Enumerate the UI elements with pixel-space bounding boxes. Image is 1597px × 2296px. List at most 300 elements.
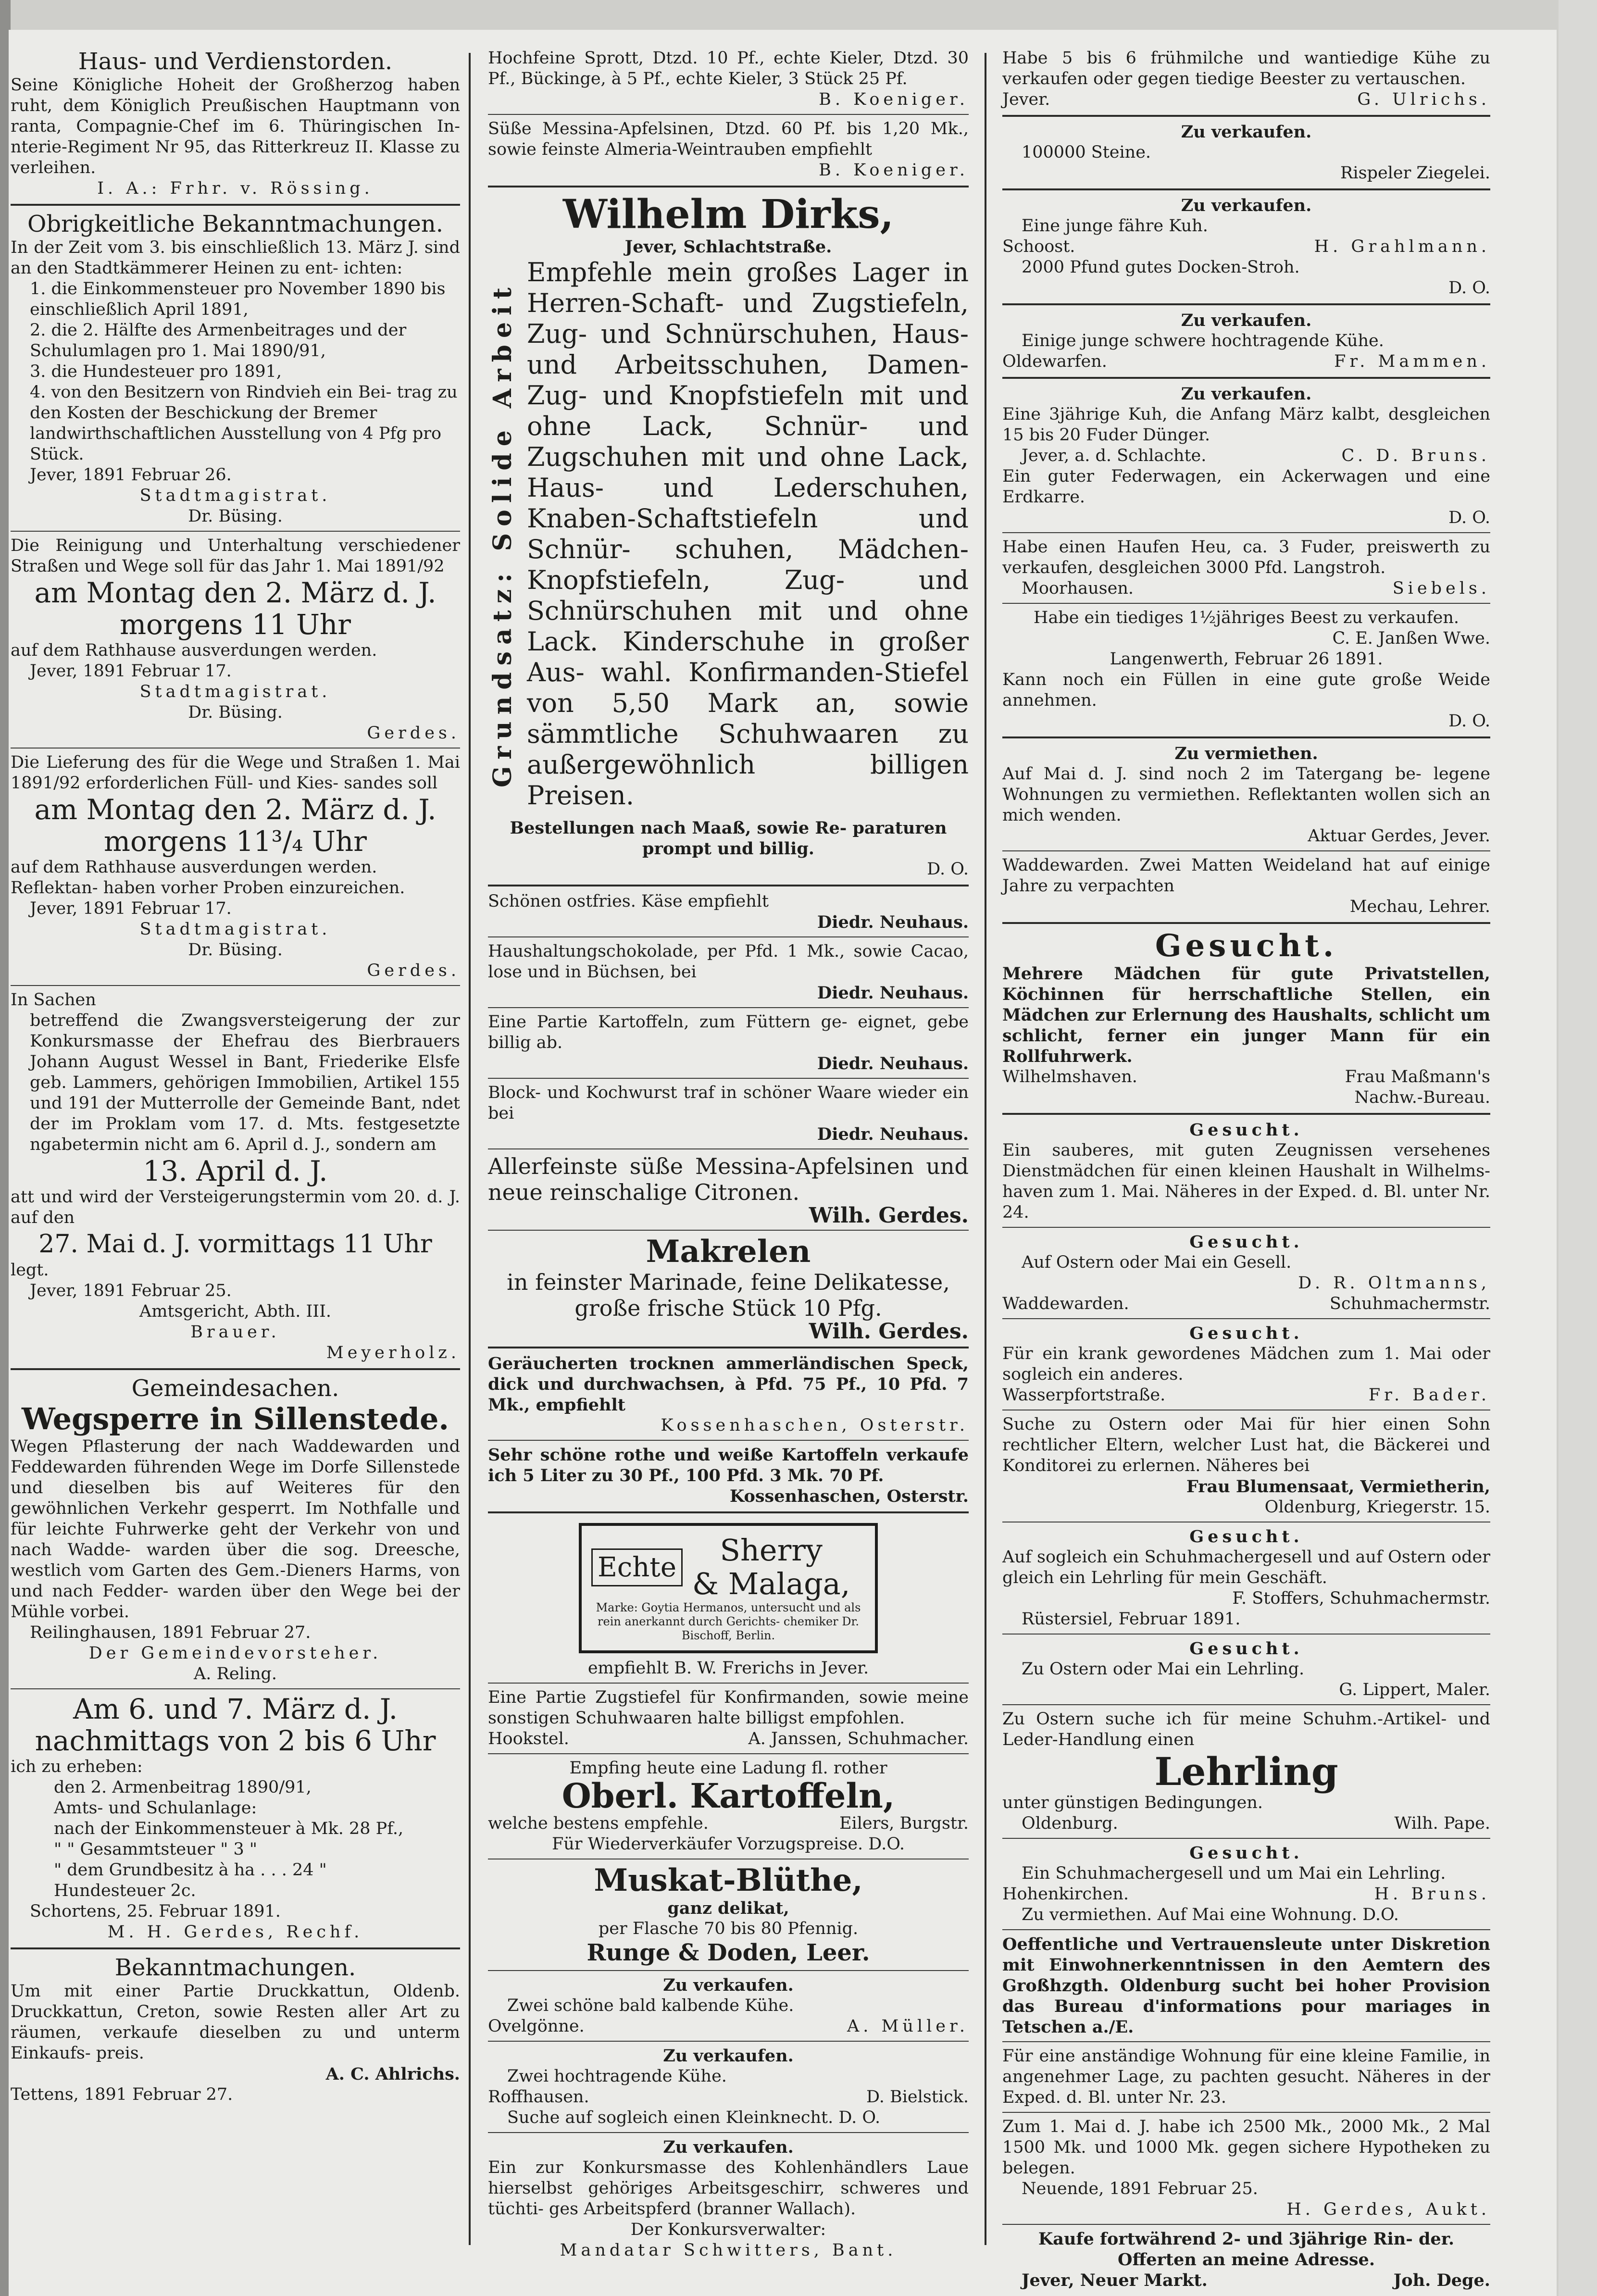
ad-head: Zu verkaufen. [1181, 311, 1312, 330]
ad-text: Eine junge fähre Kuh. [1022, 216, 1208, 236]
divider [488, 885, 969, 886]
notice-text: auf dem Rathhause ausverdungen werden. Reflektan- haben vorher Proben einzureichen. [11, 858, 405, 898]
notice-gemeinde [11, 1375, 460, 1685]
list-item: " dem Grundbesitz à ha . . . 24 " [54, 1860, 327, 1880]
divider [1002, 377, 1490, 379]
ad-text: Süße Messina-Apfelsinen, Dtzd. 60 Pf. bis 1,20 Mk., sowie feinste Almeria-Weintrauben empfiehlt [488, 119, 969, 159]
ad-signature: G. Lippert, Maler. [1339, 1680, 1490, 1699]
ad-product-line: Sherry [720, 1533, 823, 1568]
notice-date-big: am Montag den 2. März d. J. [34, 793, 437, 826]
ad-text: in feinster Marinade, feine Delikatesse, große frische Stück 10 Pfg. [507, 1269, 950, 1321]
column-right [1002, 48, 1490, 2290]
divider [1002, 115, 1490, 117]
ad-place: Jever, a. d. Schlachte. [1022, 446, 1207, 465]
notice-text: betreffend die Zwangsversteigerung der zur Konkursmasse der Ehefrau des Bierbrauers Johann August Wessel in Bant, Friederike Elsfe geb. Lammers, gehörigen Immobilien, Artikel 155 und 191 der Mutterrolle der Gemeinde Bant, ndet der im Proklam vom 17. d. Mts. festgesetzte ngabetermin nicht am 6. April d. J., sondern am [30, 1011, 460, 1154]
ad-text: Für eine anständige Wohnung für eine kleine Familie, in angenehmer Lage, zu pachten gesucht. Näheres in der Exped. d. Bl. unter Nr. 23. [1002, 2046, 1490, 2107]
ad-gesucht-lippert [1002, 1638, 1490, 1700]
notice-signature: Gerdes. [367, 724, 460, 743]
ad-text: Ein Schuhmachergesell und um Mai ein Lehrling. [1022, 1864, 1446, 1883]
ad-footer-row [1002, 351, 1490, 372]
notice-date-big: Am 6. und 7. März d. J. [73, 1693, 398, 1725]
ad-signature: C. D. Bruns. [1341, 446, 1490, 465]
ad-pape-lehrling [1002, 1709, 1490, 1834]
section-title: Bekanntmachungen. [114, 1954, 356, 1981]
ad-text: Zu Ostern oder Mai ein Lehrling. [1022, 1660, 1305, 1679]
ad-head: Gesucht. [1189, 1323, 1303, 1343]
ad-signature: B. Koeniger. [819, 161, 969, 180]
ad-place: Waddewarden. [1002, 1294, 1129, 1313]
ad-signature: B. Koeniger. [819, 90, 969, 109]
ad-footer-row [488, 2016, 969, 2037]
ad-signature: H. Grahlmann. [1314, 237, 1490, 256]
divider [1002, 532, 1490, 533]
ad-footer: Für Wiederverkäufer Vorzugspreise. D.O. [551, 1834, 905, 1854]
ad-footer-row [488, 2087, 969, 2108]
divider [488, 1230, 969, 1231]
notice-title: Haus- und Verdienstorden. [78, 48, 393, 75]
ad-signature: Mandatar Schwitters, Bant. [560, 2241, 897, 2260]
ad-text: Zum 1. Mai d. J. habe ich 2500 Mk., 2000 Mk., 2 Mal 1500 Mk. und 1000 Mk. gegen sichere Hypotheken zu belegen. [1002, 2117, 1490, 2178]
ad-ziegelei [1002, 122, 1490, 184]
ad-footer-row [1002, 1813, 1490, 1834]
ad-signature: D. O. [1448, 508, 1490, 527]
notice-text: Seine Königliche Hoheit der Großherzog haben ruht, dem Königlich Preußischen Hauptmann von ranta, Compagnie-Chef im 6. Thüringischen In- nterie-Regiment Nr 95, das Ritterkreuz II. Klasse zu verleihen. [11, 75, 460, 177]
notice-time-big: morgens 11 Uhr [120, 608, 351, 641]
ad-place: Ovelgönne. [488, 2017, 585, 2036]
divider [488, 1970, 969, 1971]
notice-name: A. Reling. [193, 1664, 277, 1684]
notice-hausorden [11, 48, 460, 199]
ad-text: Zwei hochtragende Kühe. [507, 2067, 727, 2086]
ad-signature: D. R. Oltmanns, [1298, 1273, 1490, 1293]
notice-text: att und wird der Versteigerungstermin vom 20. d. J. auf den [11, 1187, 460, 1227]
ad-headline: Makrelen [646, 1234, 811, 1270]
ad-makrelen [488, 1235, 969, 1342]
divider [1002, 2112, 1490, 2113]
list-item: nach der Einkommensteuer à Mk. 28 Pf., [54, 1819, 404, 1838]
ad-vermiethen-gerdes [1002, 743, 1490, 847]
ad-signature: C. E. Janßen Wwe. [1332, 629, 1490, 648]
notice-date: Jever, 1891 Februar 17. [30, 899, 232, 918]
notice-time-big: morgens 11³/₄ Uhr [104, 825, 367, 858]
divider [488, 1347, 969, 1348]
ad-head: Gesucht. [1189, 1843, 1303, 1863]
divider [1002, 1318, 1490, 1319]
ad-footer-row [1002, 1884, 1490, 1905]
notice-org: Stadtmagistrat. [139, 920, 331, 939]
ad-signature: H. Bruns. [1374, 1884, 1490, 1904]
ad-subtitle: Jever, Schlachtstraße. [624, 237, 832, 257]
ad-signature: Eilers, Burgstr. [839, 1814, 969, 1833]
ad-footer-row [1002, 1385, 1490, 1406]
ad-janszen [1002, 608, 1490, 732]
ad-signature: D. O. [1448, 278, 1490, 298]
ad-headline: Lehrling [1154, 1749, 1338, 1794]
notice-name: Dr. Büsing. [188, 940, 283, 960]
ad-place: Oldewarfen. [1002, 352, 1107, 371]
divider [488, 936, 969, 937]
ad-place: Wilhelmshaven. [1002, 1067, 1137, 1086]
ad-muskat [488, 1863, 969, 1966]
ad-place: Roffhausen. [488, 2087, 589, 2107]
notice-name: Dr. Büsing. [188, 703, 283, 722]
ad-body [488, 257, 969, 811]
notice-date: Jever, 1891 Februar 17. [30, 661, 232, 681]
ad-head: Gesucht. [1189, 1639, 1303, 1659]
list-item: 1. die Einkommensteuer pro November 1890 bis einschließlich April 1891, [30, 279, 446, 319]
ad-signature: Frau Maßmann's [1345, 1067, 1490, 1086]
ad-text: Ein sauberes, mit guten Zeugnissen versehenes Dienstmädchen für einen kleinen Haushalt in Wilhelms- haven zum 1. Mai. Näheres in der Exped. d. Bl. unter Nr. 24. [1002, 1141, 1490, 1222]
ad-dege [1002, 2229, 1490, 2291]
notice-signature: Gerdes. [367, 961, 460, 980]
ad-place: Jever. [1002, 90, 1050, 109]
notice-text: legt. [11, 1260, 49, 1280]
list-item: Amts- und Schulanlage: [54, 1798, 257, 1818]
list-item: Hundesteuer 2c. [54, 1881, 196, 1900]
ad-mechau [1002, 855, 1490, 917]
ad-signature: Kossenhaschen, Osterstr. [729, 1486, 969, 1506]
ad-signature: Wilh. Gerdes. [809, 1203, 969, 1228]
ad-footer-row [1002, 237, 1490, 257]
ad-signature: Fr. Bader. [1368, 1385, 1490, 1405]
ad-text: Auf sogleich ein Schuhmachergesell und auf Ostern oder gleich ein Lehrling für mein Geschäft. [1002, 1547, 1490, 1587]
ad-side-motto: Grundsatz: Solide Arbeit [488, 281, 517, 787]
ad-verkaufen-bielstick [488, 2046, 969, 2128]
ad-text: Eine 3jährige Kuh, die Anfang März kalbt, desgleichen 15 bis 20 Fuder Dünger. [1002, 405, 1490, 445]
ad-neuhaus-wurst [488, 1083, 969, 1145]
ad-headline: Oberl. Kartoffeln, [561, 1776, 895, 1816]
notice-date: Reilinghausen, 1891 Februar 27. [30, 1623, 311, 1642]
ad-signature: Wilh. Pape. [1394, 1814, 1490, 1833]
notice-org: Der Gemeindevorsteher. [88, 1644, 382, 1663]
ad-signature: D. Bielstick. [866, 2087, 969, 2107]
ad-text: Einige junge schwere hochtragende Kühe. [1022, 331, 1384, 350]
ad-janssen [488, 1687, 969, 1749]
ad-head: Gesucht. [1189, 1527, 1303, 1547]
ad-place: Jever, Neuer Markt. [1022, 2271, 1208, 2290]
ad-signature: Diedr. Neuhaus. [817, 1124, 969, 1144]
ad-text: Habe 5 bis 6 frühmilche und wantiedige Kühe zu verkaufen oder gegen tiedige Beester zu vertauschen. [1002, 49, 1490, 88]
ad-headline: Muskat-Blüthe, [594, 1862, 863, 1898]
ad-label-echte: Echte [591, 1548, 683, 1586]
notice-obrigkeitlich [11, 211, 460, 527]
notice-signature: I. A.: Frhr. v. Rössing. [97, 179, 374, 198]
ad-neuhaus-schokolade [488, 941, 969, 1003]
notice-head: In Sachen [11, 990, 96, 1010]
ad-signature: D. O. [1448, 711, 1490, 731]
ad-subtitle: ganz delikat, [667, 1898, 789, 1918]
ad-text: welche bestens empfehle. [488, 1814, 709, 1833]
ad-signature: Wilh. Gerdes. [809, 1319, 969, 1344]
list-item: 4. von den Besitzern von Rindvieh ein Bei- trag zu den Kosten der Beschickung der Bremer landwirthschaftlichen Ausstellung von 4 Pfg pro Stück. [30, 383, 458, 464]
ad-signature: Aktuar Gerdes, Jever. [1308, 826, 1490, 846]
ad-place: Oldenburg. [1022, 1814, 1118, 1833]
divider [11, 748, 460, 749]
divider [1002, 1704, 1490, 1705]
ad-header-row [591, 1534, 865, 1601]
ad-gesucht-dienstmaedchen [1002, 1120, 1490, 1223]
notice-text: Wegen Pflasterung der nach Waddewarden und Feddewarden führenden Wege im Dorfe Sillenstede und dieselben bis auf Weiteres für den gewöhnlichen Verkehr gesperrt. Im Nothfalle und für leichte Fuhrwerke geht der Verkehr von und nach Wadde- warden über die sog. Dreesche, westlich vom Garten des Gem.-Dieners Harms, von und nach Fedder- warden über den Wege bei der Mühle vorbei. [11, 1437, 460, 1622]
ad-footer-row [1002, 578, 1490, 599]
ad-small-print: Marke: Goytia Hermanos, untersucht und als rein anerkannt durch Gerichts- chemiker Dr. Bischoff, Berlin. [596, 1601, 861, 1642]
ad-neuhaus-kartoffeln [488, 1012, 969, 1074]
ad-text: Eine Partie Kartoffeln, zum Füttern ge- eignet, gebe billig ab. [488, 1012, 969, 1052]
divider [488, 1683, 969, 1684]
notice-name: A. C. Ahlrichs. [325, 2064, 460, 2084]
ad-signature: F. Stoffers, Schuhmachermstr. [1232, 1589, 1490, 1608]
section-title: Gemeindesachen. [131, 1375, 339, 1402]
divider [488, 186, 969, 187]
ad-head: Zu verkaufen. [1181, 196, 1312, 215]
divider [488, 1511, 969, 1513]
divider [11, 1368, 460, 1370]
ad-text: 100000 Steine. [1022, 143, 1151, 162]
ad-signature: D. O. [927, 860, 969, 879]
notice-headline: Wegsperre in Sillenstede. [22, 1401, 449, 1436]
ad-signature: Rispeler Ziegelei. [1340, 163, 1490, 183]
ad-koeniger-sprott [488, 48, 969, 110]
divider [488, 1753, 969, 1754]
ad-text: Zu vermiethen. Auf Mai eine Wohnung. D.O. [1022, 1905, 1399, 1924]
ad-signature: Diedr. Neuhaus. [817, 983, 969, 1003]
divider [11, 204, 460, 206]
notice-date-big: am Montag den 2. März d. J. [34, 576, 437, 609]
ad-bureau-informations [1002, 1934, 1490, 2037]
ad-massmann [1002, 929, 1490, 1108]
ad-signature: G. Ulrichs. [1357, 90, 1490, 109]
ad-place: Moorhausen. [1022, 579, 1134, 598]
ad-place: Rüstersiel, Februar 1891. [1022, 1610, 1241, 1629]
ad-text: Habe ein tiediges 1½jähriges Beest zu verkaufen. [1033, 608, 1460, 627]
section-title: Obrigkeitliche Bekanntmachungen. [27, 211, 443, 237]
divider [1002, 2041, 1490, 2042]
divider [1002, 850, 1490, 851]
ad-signature: Diedr. Neuhaus. [817, 912, 969, 932]
divider [488, 2041, 969, 2042]
list-item: den 2. Armenbeitrag 1890/91, [54, 1778, 312, 1797]
ad-gesucht-oltmanns [1002, 1232, 1490, 1314]
notice-date: Schortens, 25. Februar 1891. [30, 1902, 281, 1921]
ad-date: Langenwerth, Februar 26 1891. [1110, 649, 1383, 669]
notice-date: Tettens, 1891 Februar 27. [11, 2085, 233, 2104]
ad-blumensaat [1002, 1414, 1490, 1518]
ad-gesucht-bruns [1002, 1843, 1490, 1925]
notice-org: Stadtmagistrat. [139, 682, 331, 701]
notice-signature: Meyerholz. [326, 1343, 460, 1362]
ad-text: Mehrere Mädchen für gute Privatstellen, Köchinnen für herrschaftliche Stellen, ein Mädchen zur Erlernung des Haushalts, schlicht um schlicht, ferner ein junger Mann für ein Rollfuhrwerk. [1002, 964, 1490, 1066]
ad-text: Empfehle mein großes Lager in Herren-Schaft- und Zugstiefeln, Zug- und Schnürschuhen, Haus- und Arbeitsschuhen, Damen-Zug- und Knopfstiefeln mit und ohne Lack, Schnür- und Zugschuhen mit und ohne Lack, Haus- und Lederschuhen, Knaben-Schaftstiefeln und Schnür- schuhen, Mädchen-Knopfstiefeln, Zug- und Schnürschuhen mit und ohne Lack. Kinderschuhe in großer Aus- wahl. Konfirmanden-Stiefel von 5,50 Mark an, sowie sämmtliche Schuhwaaren zu außergewöhnlich billigen Preisen. [527, 257, 969, 811]
ad-headline: Wilhelm Dirks, [562, 191, 894, 237]
divider [11, 1947, 460, 1949]
ad-signature: A. Janssen, Schuhmacher. [748, 1729, 969, 1748]
notice-schortens [11, 1693, 460, 1943]
ad-head: Zu verkaufen. [1181, 122, 1312, 142]
ad-gesucht-bader [1002, 1323, 1490, 1406]
ad-text: Ein zur Konkursmasse des Kohlenhändlers Laue hierselbst gehöriges Arbeitsgeschirr, schweres und tüchti- ges Arbeitspferd (branner Wallach). [488, 2158, 969, 2219]
ad-footer-row [1002, 1294, 1490, 1314]
divider [488, 1078, 969, 1079]
ad-org: Der Konkursverwalter: [630, 2220, 826, 2239]
ad-signature: Schuhmachermstr. [1329, 1294, 1490, 1313]
ad-signature: Mechau, Lehrer. [1349, 897, 1490, 916]
notice-org: Stadtmagistrat. [139, 486, 331, 505]
notice-text: Die Reinigung und Unterhaltung verschiedener Straßen und Wege soll für das Jahr 1. Mai 1891/92 [11, 536, 460, 576]
ad-text: Kann noch ein Füllen in eine gute große Weide annehmen. [1002, 670, 1490, 710]
divider [1002, 303, 1490, 305]
ad-text: Haushaltungschokolade, per Pfd. 1 Mk., sowie Cacao, lose und in Büchsen, bei [488, 942, 969, 982]
notice-intro: In der Zeit vom 3. bis einschließlich 13. März J. sind an den Stadtkämmerer Heinen zu ent- ichten: [11, 238, 460, 278]
divider [11, 1688, 460, 1689]
ad-text: unter günstigen Bedingungen. [1002, 1793, 1263, 1812]
ad-footer: Bestellungen nach Maaß, sowie Re- paraturen prompt und billig. [510, 818, 947, 859]
ad-hypothek [1002, 2117, 1490, 2220]
notice-text: ich zu erheben: [11, 1757, 143, 1776]
ad-signature: A. Müller. [847, 2017, 969, 2036]
ad-head: Gesucht. [1189, 1232, 1303, 1252]
ad-siebels [1002, 537, 1490, 599]
divider [1002, 1929, 1490, 1930]
ad-head: Zu verkaufen. [1181, 384, 1312, 404]
ad-footer-row [1002, 2270, 1490, 2291]
ad-place: Hohenkirchen. [1002, 1884, 1129, 1904]
ad-text: Block- und Kochwurst traf in schöner Waare wieder ein bei [488, 1083, 969, 1123]
ad-eilers [488, 1758, 969, 1855]
notice-text: Die Lieferung des für die Wege und Straßen 1. Mai 1891/92 erforderlichen Füll- und Kies- sandes soll [11, 753, 460, 793]
notice-name: Brauer. [190, 1323, 280, 1342]
notice-date: Jever, 1891 Februar 26. [30, 465, 232, 485]
divider [1002, 736, 1490, 738]
ad-text: Sehr schöne rothe und weiße Kartoffeln verkaufe ich 5 Liter zu 30 Pf., 100 Pfd. 3 Mk. 70 Pf. [488, 1445, 969, 1485]
ad-text: Zu Ostern suche ich für meine Schuhm.-Artikel- und Leder-Handlung einen [1002, 1710, 1490, 1749]
ad-text: Suche zu Ostern oder Mai für hier einen Sohn rechtlicher Eltern, welcher Lust hat, die Bäckerei und Konditorei zu erlernen. Näheres bei [1002, 1415, 1490, 1475]
column-rule-2 [985, 53, 986, 2245]
ad-verkaufen-konkurs [488, 2137, 969, 2261]
ad-footer-row [1002, 446, 1490, 466]
ad-wilhelm-dirks [488, 192, 969, 880]
notice-org: Amtsgericht, Abth. III. [139, 1302, 332, 1321]
ad-text: Auf Mai d. J. sind noch 2 im Tatergang be- legene Wohnungen zu vermiethen. Reflektanten wollen sich an mich wenden. [1002, 764, 1490, 825]
ad-text: Zwei schöne bald kalbende Kühe. [507, 1996, 794, 2015]
ad-place: Schoost. [1002, 237, 1075, 256]
list-item: 2. die 2. Hälfte des Armenbeitrages und der Schulumlagen pro 1. Mai 1890/91, [30, 321, 407, 361]
ad-mammen [1002, 310, 1490, 372]
ad-signature: Fr. Mammen. [1334, 352, 1490, 371]
ad-text: Für ein krank gewordenes Mädchen zum 1. Mai oder sogleich ein anderes. [1002, 1344, 1490, 1384]
ad-place: Wasserpfortstraße. [1002, 1385, 1166, 1405]
divider [1002, 188, 1490, 190]
ad-text: Kaufe fortwährend 2- und 3jährige Rin- der. Offerten an meine Adresse. [1038, 2229, 1455, 2270]
ad-head: Zu vermiethen. [1174, 744, 1318, 763]
notice-bekanntmachungen [11, 1954, 460, 2105]
divider [488, 114, 969, 115]
ad-signature: Kossenhaschen, Osterstr. [661, 1416, 969, 1435]
ad-kossenhaschen-speck [488, 1353, 969, 1436]
divider [1002, 603, 1490, 604]
ad-text: Empfing heute eine Ladung fl. rother [569, 1759, 887, 1778]
ad-signature: Nachw.-Bureau. [1354, 1088, 1490, 1107]
column-rule-1 [469, 53, 471, 2245]
ad-gerdes-apfelsinen [488, 1153, 969, 1226]
ad-bruns [1002, 384, 1490, 528]
ad-text: Geräucherten trocknen ammerländischen Speck, dick und durchwachsen, à Pfd. 75 Pf., 10 Pfd. 7 Mk., empfiehlt [488, 1354, 969, 1415]
notice-date-big: 13. April d. J. [143, 1155, 328, 1187]
divider [488, 1148, 969, 1149]
ad-wohnung-gesucht [1002, 2046, 1490, 2108]
notice-time-big: nachmittags von 2 bis 6 Uhr [35, 1724, 436, 1757]
notice-name: M. H. Gerdes, Rechf. [107, 1922, 363, 1942]
ad-product-names [692, 1534, 850, 1601]
ad-signature: Joh. Dege. [1393, 2271, 1490, 2290]
ad-ulrichs [1002, 48, 1490, 110]
ad-text: Habe einen Haufen Heu, ca. 3 Fuder, preiswerth zu verkaufen, desgleichen 3000 Pfd. Langstroh. [1002, 537, 1490, 577]
divider [488, 1440, 969, 1441]
divider [11, 531, 460, 532]
divider [488, 2132, 969, 2133]
ad-signature: H. Gerdes, Aukt. [1286, 2200, 1490, 2219]
notice-date-big: 27. Mai d. J. vormittags 11 Uhr [38, 1230, 432, 1259]
ad-signature: Diedr. Neuhaus. [817, 1054, 969, 1073]
divider [1002, 1838, 1490, 1839]
ad-text: 2000 Pfund gutes Docken-Stroh. [1022, 258, 1300, 277]
divider [1002, 922, 1490, 924]
ad-text: Waddewarden. Zwei Matten Weideland hat auf einige Jahre zu verpachten [1002, 856, 1490, 896]
ad-footer-row [1002, 1067, 1490, 1087]
ad-text: Allerfeinste süße Messina-Apfelsinen und neue reinschalige Citronen. [488, 1153, 969, 1205]
column-left [11, 48, 460, 2274]
column-middle [488, 48, 969, 2274]
ad-place: Hookstel. [488, 1729, 569, 1748]
ad-headline: Gesucht. [1155, 928, 1338, 964]
ad-sherry-malaga [488, 1523, 969, 1679]
ad-verkaufen-mueller [488, 1975, 969, 2037]
ad-text: Eine Partie Zugstiefel für Konfirmanden, sowie meine sonstigen Schuhwaaren halte billigst empfohlen. [488, 1688, 969, 1728]
ad-head: Zu verkaufen. [663, 2046, 794, 2066]
notice-name: Dr. Büsing. [188, 507, 283, 526]
ad-text: Hochfeine Sprott, Dtzd. 10 Pf., echte Kieler, Dtzd. 30 Pf., Bückinge, à 5 Pf., echte Kieler, 3 Stück 25 Pf. [488, 49, 969, 88]
divider [1002, 1113, 1490, 1115]
ad-head: Gesucht. [1189, 1120, 1303, 1140]
ad-signature: Frau Blumensaat, Vermietherin, [1186, 1477, 1490, 1497]
ad-head: Zu verkaufen. [663, 2137, 794, 2157]
notice-zwangsversteigerung [11, 990, 460, 1363]
ad-footer-row [488, 1813, 969, 1834]
notice-lieferung [11, 752, 460, 981]
divider [11, 985, 460, 986]
divider [1002, 1634, 1490, 1635]
list-item: 3. die Hundesteuer pro 1891, [30, 362, 282, 381]
list-item: " " Gesammtsteuer " 3 " [54, 1840, 257, 1859]
divider [488, 1007, 969, 1008]
ad-neuhaus-kaese [488, 891, 969, 933]
ad-signature: Oldenburg, Kriegerstr. 15. [1264, 1497, 1490, 1517]
divider [1002, 2224, 1490, 2225]
ad-text: Suche auf sogleich einen Kleinknecht. D. O. [507, 2108, 881, 2127]
ad-text: Schönen ostfries. Käse empfiehlt [488, 892, 769, 911]
notice-date: Jever, 1891 Februar 25. [30, 1281, 232, 1300]
ad-signature: Runge & Doden, Leer. [586, 1939, 870, 1966]
ad-footer-row [488, 1729, 969, 1749]
ad-text: Oeffentliche und Vertrauensleute unter Diskretion mit Einwohnerkenntnissen in den Aemtern des Großhzgth. Oldenburg sucht bei hoher Provision das Bureau d'informations pour mariages in Tetschen a./E. [1002, 1934, 1490, 2037]
ad-grahlmann [1002, 195, 1490, 299]
ad-gesucht-stoffers [1002, 1526, 1490, 1630]
ad-text: Auf Ostern oder Mai ein Gesell. [1022, 1253, 1292, 1272]
notice-reinigung [11, 536, 460, 744]
ad-frame [579, 1523, 878, 1653]
ad-kossenhaschen-kartoffeln [488, 1445, 969, 1507]
page-edge [1559, 0, 1597, 2296]
ad-signature: Siebels. [1392, 579, 1490, 598]
ad-text: Ein guter Federwagen, ein Ackerwagen und eine Erdkarre. [1002, 467, 1490, 507]
